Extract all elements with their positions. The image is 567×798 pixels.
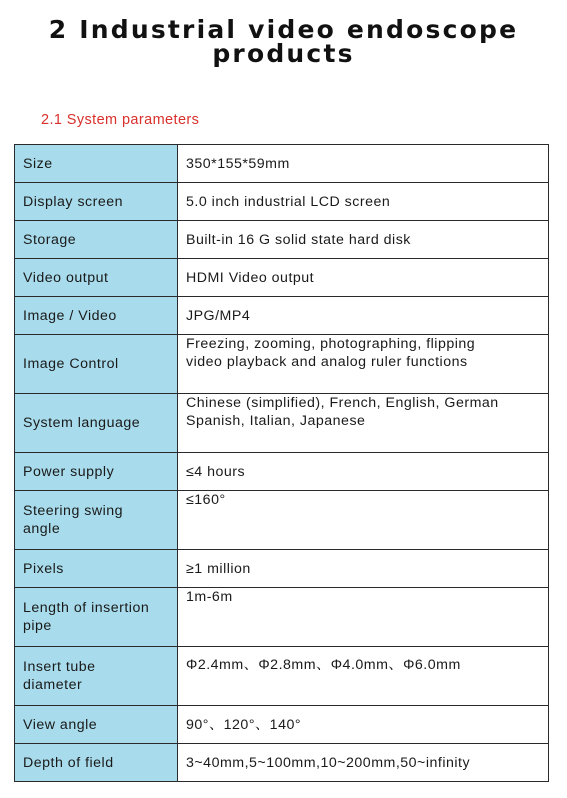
param-value-image-video: JPG/MP4	[178, 297, 549, 335]
param-label-view-angle: View angle	[15, 706, 178, 744]
param-value-length-of-insertion-pipe: 1m-6m	[178, 588, 549, 647]
table-row	[15, 588, 549, 647]
param-label-storage: Storage	[15, 221, 178, 259]
page-title-line-1: 2 Industrial video endoscope	[48, 15, 519, 44]
param-value-line: Chinese (simplified), French, English, German	[186, 395, 499, 411]
system-parameters-table	[14, 144, 549, 782]
param-label-depth-of-field: Depth of field	[15, 744, 178, 782]
param-value-steering-swing-angle: ≤160°	[178, 491, 549, 550]
table-row	[15, 453, 549, 491]
table-row	[15, 259, 549, 297]
param-value-insert-tube-diameter: Φ2.4mm、Φ2.8mm、Φ4.0mm、Φ6.0mm	[178, 647, 549, 706]
param-label-insert-tube-diameter	[15, 647, 178, 706]
table-row	[15, 183, 549, 221]
param-label-image-video: Image / Video	[15, 297, 178, 335]
table-row	[15, 491, 549, 550]
param-value-video-output: HDMI Video output	[178, 259, 549, 297]
param-label-line: pipe	[23, 618, 52, 634]
table-row	[15, 647, 549, 706]
table-row	[15, 550, 549, 588]
param-label-steering-swing-angle	[15, 491, 178, 550]
table-row	[15, 145, 549, 183]
param-value-power-supply: ≤4 hours	[178, 453, 549, 491]
param-label-image-control: Image Control	[15, 335, 178, 394]
param-label-video-output: Video output	[15, 259, 178, 297]
table-row	[15, 335, 549, 394]
param-value-system-language	[178, 394, 549, 453]
table-row	[15, 297, 549, 335]
page-title	[0, 15, 567, 68]
table-row	[15, 394, 549, 453]
param-value-line: Freezing, zooming, photographing, flipping	[186, 336, 476, 352]
param-label-pixels: Pixels	[15, 550, 178, 588]
param-label-power-supply: Power supply	[15, 453, 178, 491]
section-heading: 2.1 System parameters	[41, 112, 200, 128]
param-label-system-language: System language	[15, 394, 178, 453]
param-value-line: Spanish, Italian, Japanese	[186, 413, 366, 429]
table-row	[15, 706, 549, 744]
param-value-line: video playback and analog ruler functions	[186, 354, 468, 370]
table-row	[15, 744, 549, 782]
param-label-size: Size	[15, 145, 178, 183]
param-label-line: diameter	[23, 677, 83, 693]
param-value-view-angle: 90°、120°、140°	[178, 706, 549, 744]
param-value-display-screen: 5.0 inch industrial LCD screen	[178, 183, 549, 221]
param-label-line: Insert tube	[23, 659, 96, 675]
param-value-size: 350*155*59mm	[178, 145, 549, 183]
page-title-line-2: products	[212, 39, 355, 68]
param-value-pixels: ≥1 million	[178, 550, 549, 588]
param-label-length-of-insertion-pipe	[15, 588, 178, 647]
param-label-line: angle	[23, 521, 61, 537]
table-row	[15, 221, 549, 259]
param-label-line: Steering swing	[23, 503, 124, 519]
param-label-line: Length of insertion	[23, 600, 150, 616]
param-value-depth-of-field: 3~40mm,5~100mm,10~200mm,50~infinity	[178, 744, 549, 782]
param-label-display-screen: Display screen	[15, 183, 178, 221]
param-value-storage: Built-in 16 G solid state hard disk	[178, 221, 549, 259]
param-value-image-control	[178, 335, 549, 394]
